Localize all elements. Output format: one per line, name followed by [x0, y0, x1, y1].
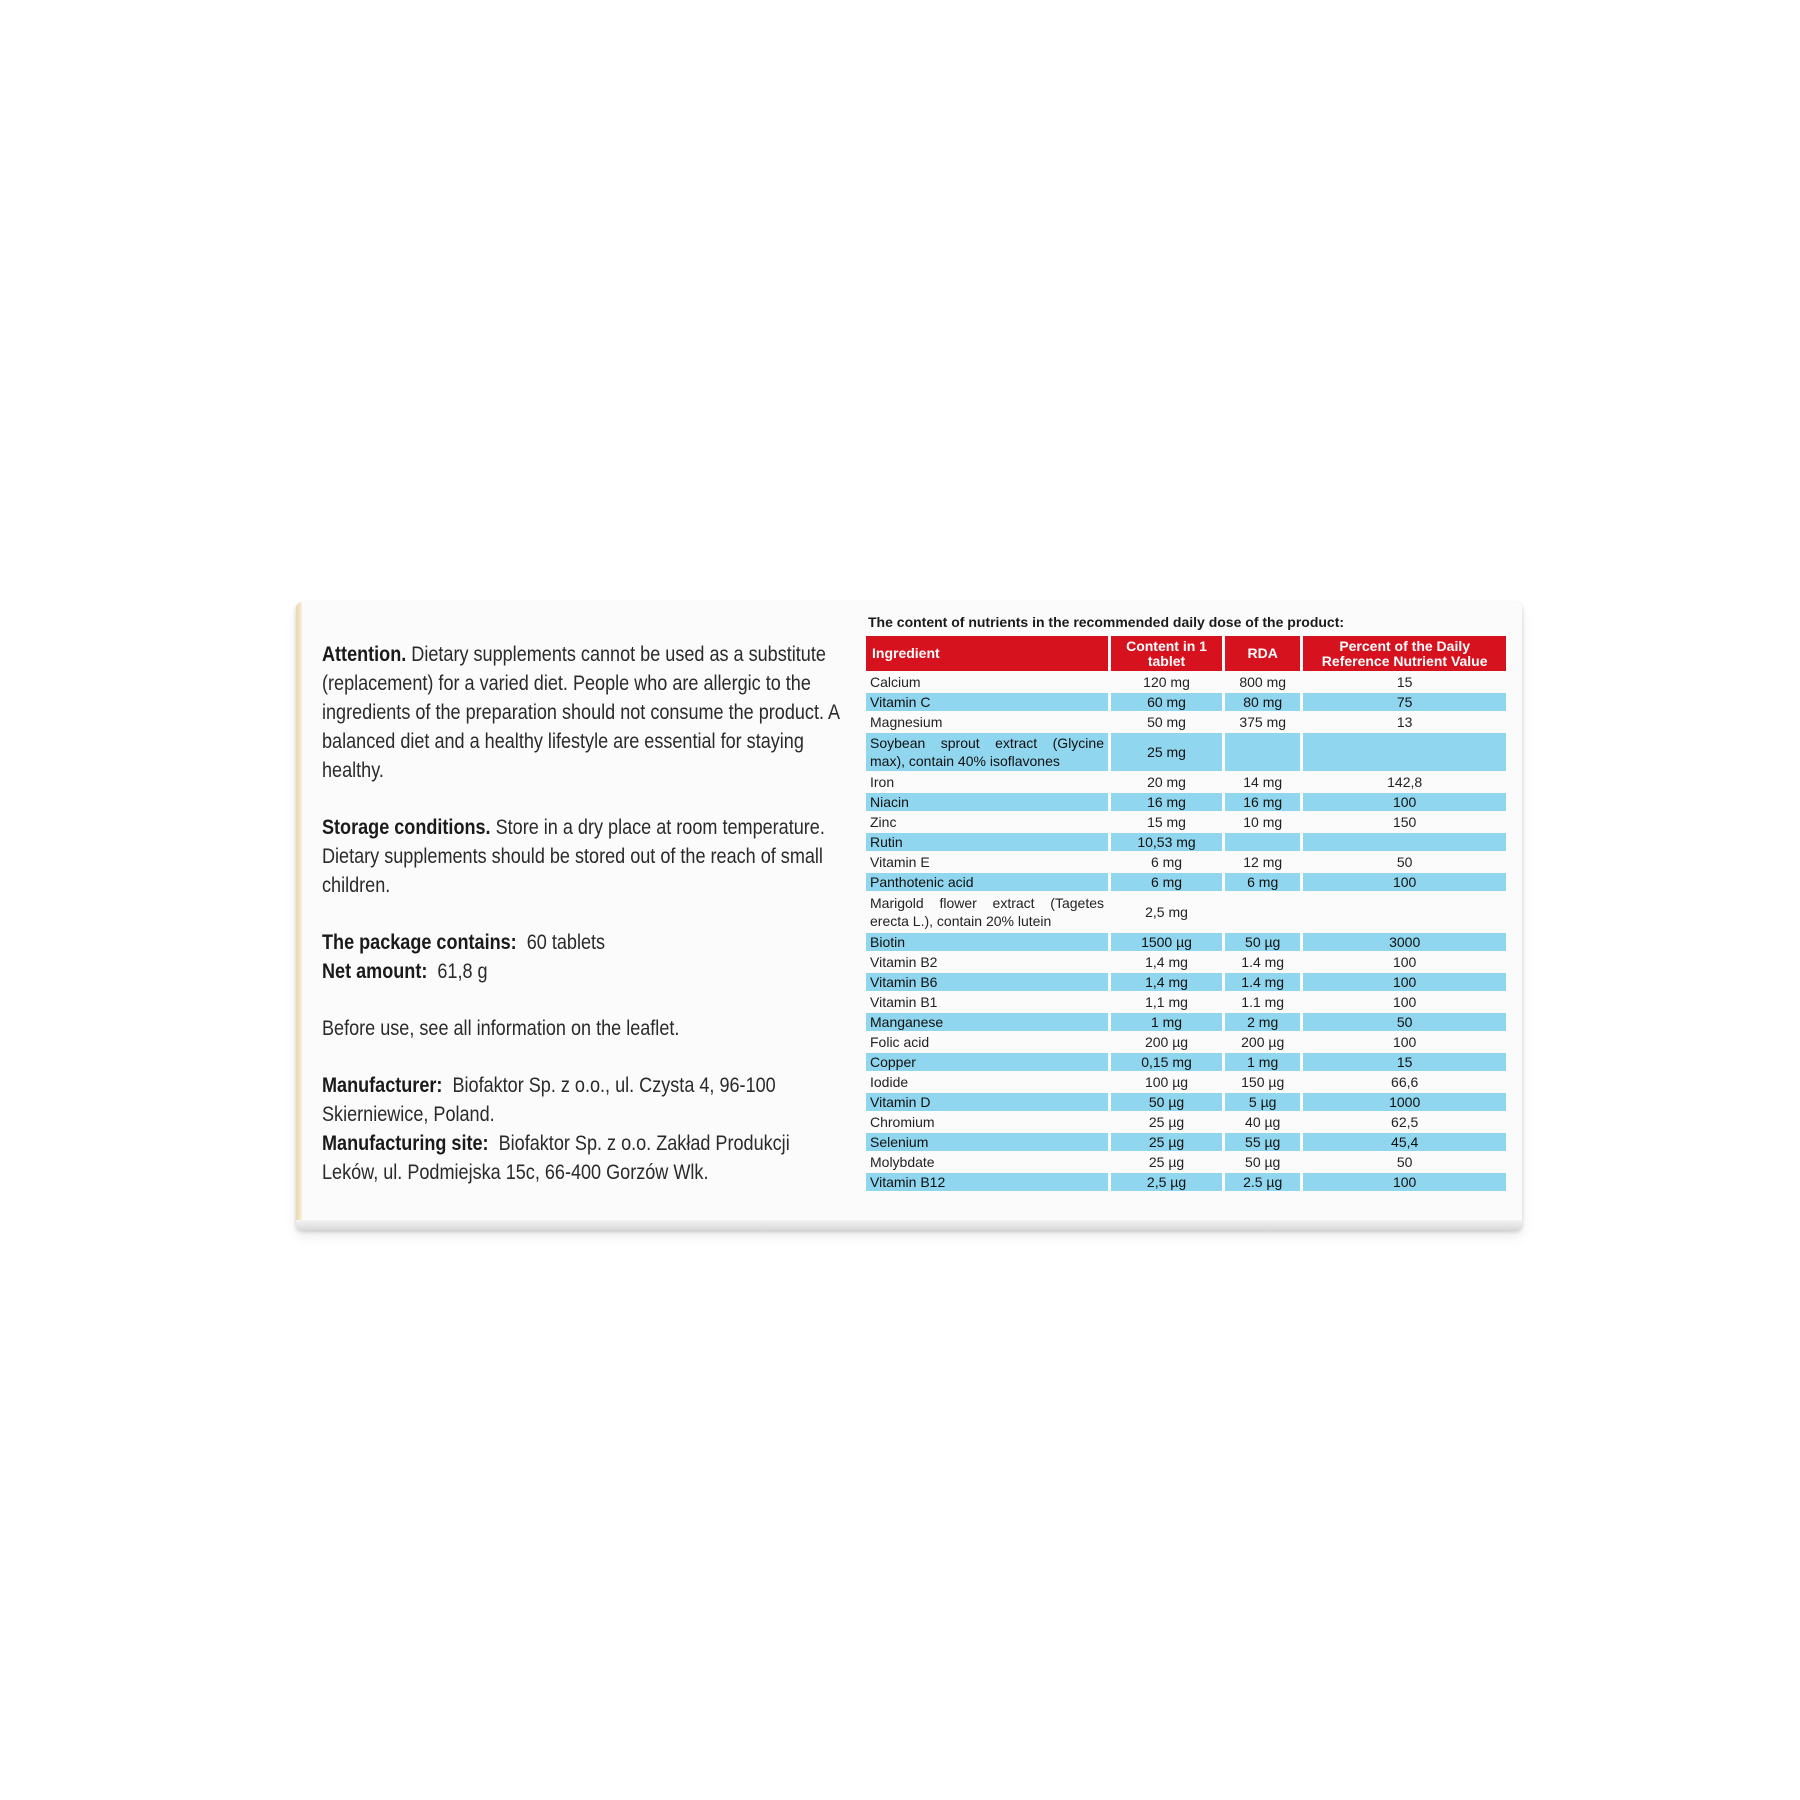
package-contains-line — [322, 928, 844, 957]
nutrient-table-section — [866, 614, 1512, 1193]
ingredient-cell: Vitamin B6 — [866, 973, 1108, 991]
table-row — [866, 853, 1506, 871]
content-cell: 1,1 mg — [1145, 993, 1188, 1010]
ingredient-cell: Molybdate — [870, 1153, 935, 1170]
ingredient-cell: Vitamin C — [866, 693, 1108, 711]
percent-cell — [1303, 893, 1506, 931]
content-cell: 25 µg — [1148, 1113, 1185, 1130]
table-row — [866, 1173, 1506, 1191]
rda-cell: 2.5 µg — [1225, 1173, 1300, 1191]
spacer — [322, 1043, 771, 1071]
table-row — [866, 1153, 1506, 1171]
content-cell: 2,5 µg — [1111, 1173, 1222, 1191]
ingredient-cell: Vitamin E — [870, 853, 930, 870]
manufacturer-paragraph — [322, 1071, 844, 1129]
package-bottom-edge — [296, 1220, 1522, 1230]
rda-cell: 10 mg — [1243, 813, 1283, 830]
content-cell: 200 µg — [1144, 1033, 1189, 1050]
content-cell: 1 mg — [1111, 1013, 1222, 1031]
content-cell: 50 mg — [1147, 713, 1186, 730]
ingredient-cell: Zinc — [870, 813, 897, 830]
table-row — [866, 1113, 1506, 1131]
rda-cell: 14 mg — [1243, 773, 1283, 790]
ingredient-cell: Selenium — [866, 1133, 1108, 1151]
table-row — [866, 1053, 1506, 1071]
ingredient-cell: Chromium — [870, 1113, 935, 1130]
rda-cell: 6 mg — [1225, 873, 1300, 891]
percent-cell: 100 — [1392, 953, 1417, 970]
percent-cell — [1303, 733, 1506, 771]
header-ingredient: Ingredient — [866, 636, 1108, 671]
percent-cell: 1000 — [1303, 1093, 1506, 1111]
storage-paragraph — [322, 813, 844, 900]
rda-cell: 800 mg — [1239, 673, 1287, 690]
table-row — [866, 1073, 1506, 1091]
storage-text: Store in a dry place at room temperature. Dietary supplements should be stored out of the reach of small children. — [322, 816, 825, 897]
rda-cell: 50 µg — [1245, 1153, 1281, 1170]
site-text: Biofaktor Sp. z o.o. Zakład Produkcji Leków, ul. Podmiejska 15c, 66-400 Gorzów Wlk. — [322, 1132, 790, 1184]
percent-cell: 66,6 — [1391, 1073, 1419, 1090]
percent-cell: 50 — [1303, 1013, 1506, 1031]
table-row — [866, 1133, 1506, 1151]
table-row — [866, 713, 1506, 731]
table-row — [866, 893, 1506, 931]
rda-cell: 12 mg — [1243, 853, 1283, 870]
content-cell: 16 mg — [1111, 793, 1222, 811]
percent-cell: 150 — [1392, 813, 1417, 830]
package-panel — [296, 602, 1522, 1230]
rda-cell: 150 µg — [1241, 1073, 1285, 1090]
table-row — [866, 1093, 1506, 1111]
rda-cell — [1225, 833, 1300, 851]
ingredient-cell: Marigold flower extract (Tagetes erecta L.), contain 20% lutein — [870, 895, 1104, 929]
percent-cell: 100 — [1303, 1173, 1506, 1191]
manufacturer-label: Manufacturer: — [322, 1074, 443, 1097]
percent-cell: 50 — [1396, 853, 1413, 870]
rda-cell: 2 mg — [1225, 1013, 1300, 1031]
ingredient-cell: Vitamin B12 — [866, 1173, 1108, 1191]
table-row — [866, 933, 1506, 951]
content-cell: 2,5 mg — [1145, 904, 1188, 920]
package-text-column — [322, 640, 840, 1187]
ingredient-cell: Magnesium — [870, 713, 943, 730]
content-cell: 15 mg — [1147, 813, 1186, 830]
table-row — [866, 993, 1506, 1011]
table-row — [866, 813, 1506, 831]
table-row — [866, 1013, 1506, 1031]
table-row — [866, 793, 1506, 811]
ingredient-cell: Panthotenic acid — [866, 873, 1108, 891]
table-row — [866, 693, 1506, 711]
header-rda: RDA — [1225, 636, 1300, 671]
percent-cell: 15 — [1396, 673, 1413, 690]
storage-label: Storage conditions. — [322, 816, 491, 839]
content-cell: 25 mg — [1111, 733, 1222, 771]
percent-cell: 100 — [1392, 1033, 1417, 1050]
header-content-per-tablet: Content in 1 tablet — [1111, 636, 1222, 671]
table-row — [866, 773, 1506, 791]
table-row — [866, 873, 1506, 891]
percent-cell: 50 — [1396, 1153, 1413, 1170]
site-label: Manufacturing site: — [322, 1132, 489, 1155]
content-cell: 10,53 mg — [1111, 833, 1222, 851]
rda-cell: 16 mg — [1225, 793, 1300, 811]
content-cell: 25 µg — [1148, 1153, 1185, 1170]
table-row — [866, 673, 1506, 691]
content-cell: 120 mg — [1143, 673, 1190, 690]
net-amount-line — [322, 957, 844, 986]
table-row — [866, 1033, 1506, 1051]
content-cell: 50 µg — [1111, 1093, 1222, 1111]
nutrient-table-title: The content of nutrients in the recommended daily dose of the product: — [868, 614, 1345, 630]
package-left-edge — [296, 602, 302, 1230]
manufacturing-site-paragraph — [322, 1129, 844, 1187]
content-cell: 6 mg — [1111, 873, 1222, 891]
table-row — [866, 833, 1506, 851]
content-cell: 20 mg — [1147, 773, 1186, 790]
ingredient-cell: Vitamin D — [866, 1093, 1108, 1111]
ingredient-cell: Vitamin B1 — [870, 993, 938, 1010]
rda-cell: 80 mg — [1225, 693, 1300, 711]
manufacturer-text: Biofaktor Sp. z o.o., ul. Czysta 4, 96-100 Skierniewice, Poland. — [322, 1074, 776, 1126]
ingredient-cell: Soybean sprout extract (Glycine max), contain 40% isoflavones — [866, 733, 1108, 771]
percent-cell: 13 — [1396, 713, 1413, 730]
spacer — [322, 785, 771, 813]
percent-cell: 100 — [1392, 993, 1417, 1010]
attention-label: Attention. — [322, 643, 407, 666]
header-percent-drv: Percent of the Daily Reference Nutrient Value — [1303, 636, 1506, 671]
rda-cell: 40 µg — [1245, 1113, 1281, 1130]
table-row — [866, 733, 1506, 771]
percent-cell: 3000 — [1303, 933, 1506, 951]
rda-cell: 1.1 mg — [1241, 993, 1285, 1010]
rda-cell — [1225, 893, 1300, 931]
ingredient-cell: Rutin — [866, 833, 1108, 851]
percent-cell — [1303, 833, 1506, 851]
attention-text: Dietary supplements cannot be used as a substitute (replacement) for a varied diet. People who are allergic to the ingredients of the preparation should not consume the product. A balanced diet and a healthy lifestyle are essential for staying healthy. — [322, 643, 840, 782]
content-cell: 1,4 mg — [1145, 953, 1188, 970]
attention-paragraph — [322, 640, 844, 785]
percent-cell: 100 — [1303, 973, 1506, 991]
percent-cell: 62,5 — [1391, 1113, 1419, 1130]
ingredient-cell: Iron — [870, 773, 895, 790]
rda-cell: 1.4 mg — [1225, 973, 1300, 991]
ingredient-cell: Niacin — [866, 793, 1108, 811]
rda-cell: 55 µg — [1225, 1133, 1300, 1151]
content-cell: 6 mg — [1150, 853, 1183, 870]
ingredient-cell: Copper — [866, 1053, 1108, 1071]
ingredient-cell: Vitamin B2 — [870, 953, 938, 970]
table-header-row — [866, 636, 1506, 671]
percent-cell: 15 — [1303, 1053, 1506, 1071]
ingredient-cell: Biotin — [866, 933, 1108, 951]
content-cell: 25 µg — [1111, 1133, 1222, 1151]
content-cell: 1,4 mg — [1111, 973, 1222, 991]
ingredient-cell: Folic acid — [870, 1033, 930, 1050]
package-value: 60 tablets — [526, 931, 606, 954]
rda-cell: 1.4 mg — [1241, 953, 1285, 970]
leaflet-note: Before use, see all information on the leaflet. — [322, 1017, 680, 1040]
percent-cell: 100 — [1303, 873, 1506, 891]
content-cell: 100 µg — [1144, 1073, 1189, 1090]
rda-cell: 50 µg — [1225, 933, 1300, 951]
ingredient-cell: Manganese — [866, 1013, 1108, 1031]
ingredient-cell: Iodide — [870, 1073, 909, 1090]
percent-cell: 45,4 — [1303, 1133, 1506, 1151]
content-cell: 0,15 mg — [1111, 1053, 1222, 1071]
table-row — [866, 973, 1506, 991]
rda-cell: 200 µg — [1241, 1033, 1285, 1050]
rda-cell: 1 mg — [1225, 1053, 1300, 1071]
net-value: 61,8 g — [437, 960, 488, 983]
content-cell: 60 mg — [1111, 693, 1222, 711]
percent-cell: 75 — [1303, 693, 1506, 711]
percent-cell: 100 — [1303, 793, 1506, 811]
content-cell: 1500 µg — [1111, 933, 1222, 951]
package-label: The package contains: — [322, 931, 517, 954]
spacer — [322, 986, 771, 1014]
rda-cell: 375 mg — [1239, 713, 1287, 730]
spacer — [322, 900, 771, 928]
nutrient-table — [863, 634, 1509, 1193]
percent-cell: 142,8 — [1387, 773, 1423, 790]
ingredient-cell: Calcium — [870, 673, 921, 690]
rda-cell — [1225, 733, 1300, 771]
net-label: Net amount: — [322, 960, 428, 983]
rda-cell: 5 µg — [1225, 1093, 1300, 1111]
table-row — [866, 953, 1506, 971]
